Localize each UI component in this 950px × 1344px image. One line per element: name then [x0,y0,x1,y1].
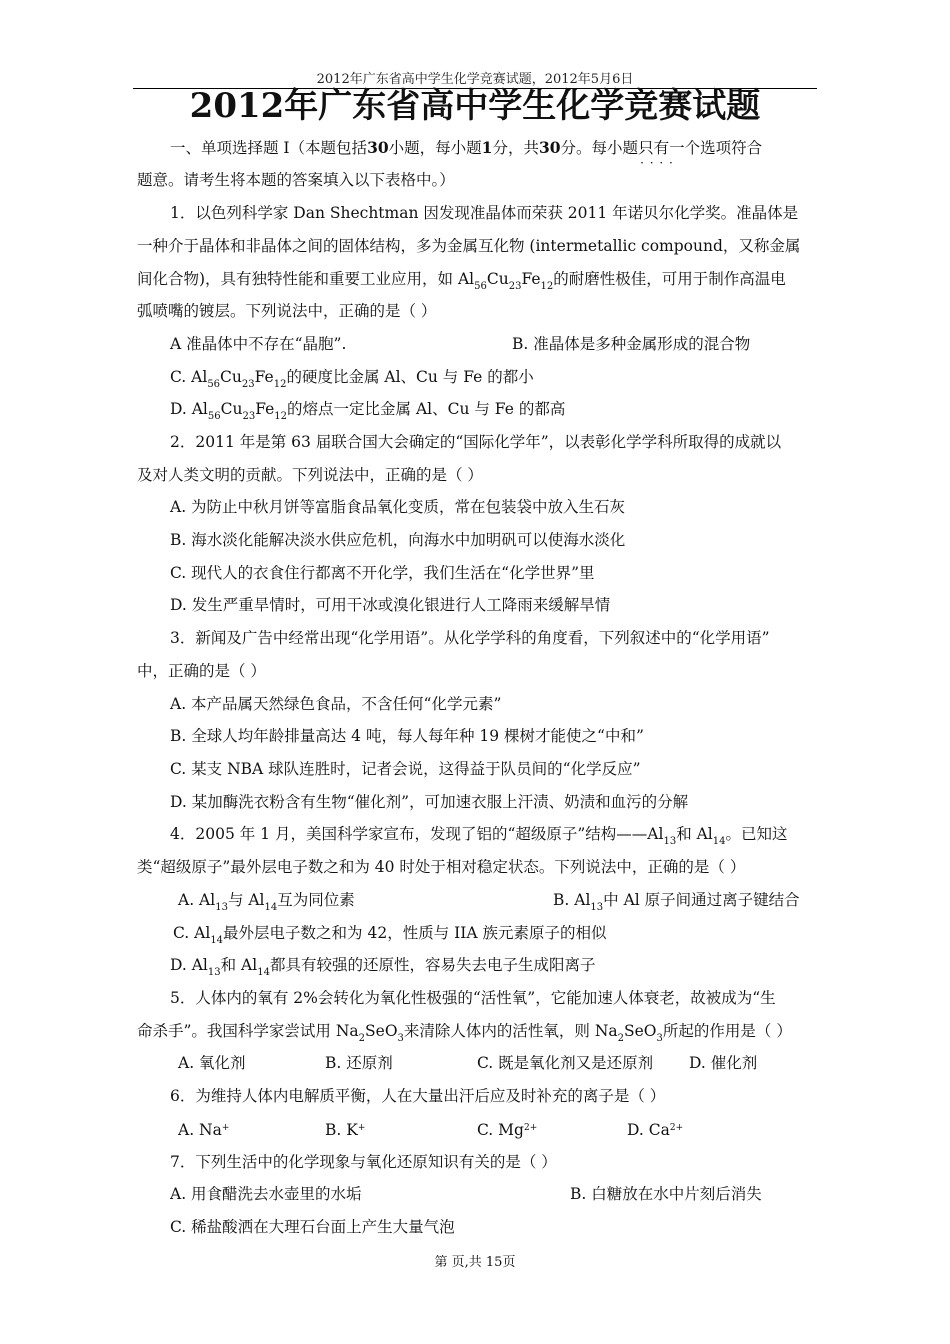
subscript: 23 [508,281,522,292]
question-6-line1: 6．为维持人体内电解质平衡，人在大量出汗后应及时补充的离子是（ ） [170,1087,666,1105]
subscript: 12 [273,379,287,390]
text: 的耐磨性极佳，可用于制作高温电 [553,270,786,288]
emphasized-text: 只有一个 · · · · [638,139,700,157]
text: D. Al [170,400,208,418]
text: C. Al [170,368,208,386]
text: D. Ca [627,1121,670,1139]
question-4-option-d [170,955,596,978]
subscript: 56 [207,379,221,390]
superscript: 2+ [523,1123,538,1133]
subscript: 13 [215,902,228,913]
text: 都具有较强的还原性，容易失去电子生成阳离子 [269,956,596,974]
question-3-option-d: D. 某加酶洗衣粉含有生物“催化剂”，可加速衣服上汗渍、奶渍和血污的分解 [170,793,689,811]
question-5-option-c: C. 既是氧化剂又是还原剂 [477,1054,654,1072]
subscript: 56 [207,411,221,422]
question-5-option-d: D. 催化剂 [689,1054,758,1072]
text: 的熔点一定比金属 Al、Cu 与 Fe 的都高 [287,400,566,418]
question-2-line2: 及对人类文明的贡献。下列说法中，正确的是（ ） [137,466,483,484]
text: 互为同位素 [277,891,355,909]
text: Cu [220,400,243,418]
subscript: 23 [241,379,255,390]
question-2-line1: 2．2011 年是第 63 届联合国大会确定的“国际化学年”，以表彰化学学科所取得的成就以 [170,433,782,451]
text: Cu [486,270,509,288]
question-2-option-a: A. 为防止中秋月饼等富脂食品氧化变质，常在包装袋中放入生石灰 [170,498,626,516]
instr-text: 选项符合 [700,139,763,157]
superscript: + [357,1123,366,1133]
question-1-option-c [170,367,534,390]
text: 中 Al 原子间通过离子键结合 [603,891,800,909]
question-2-option-d: D. 发生严重旱情时，可用干冰或溴化银进行人工降雨来缓解旱情 [170,596,611,614]
question-4-line2: 类“超级原子”最外层电子数之和为 40 时处于相对稳定状态。下列说法中，正确的是（ ） [137,858,746,876]
text: SeO [365,1022,398,1040]
text: 间化合物)，具有独特性能和重要工业应用，如 Al [137,270,475,288]
question-3-option-b: B. 全球人均年龄排量高达 4 吨，每人每年种 19 棵树才能使之“中和” [170,727,644,745]
text: A. Al [178,891,216,909]
question-6-option-c [477,1120,537,1140]
question-2-option-b: B. 海水淡化能解决淡水供应危机，向海水中加明矾可以使海水淡化 [170,531,626,549]
subscript: 14 [712,836,726,847]
text: Fe [521,270,541,288]
subscript: 2 [358,1033,366,1044]
question-4-option-a [178,890,355,913]
text: 所起的作用是（ ） [662,1022,792,1040]
text: 和 Al [220,956,258,974]
text: 来清除人体内的活性氧，则 Na [403,1022,618,1040]
subscript: 14 [210,935,224,946]
subscript: 3 [397,1033,404,1044]
question-4-option-b [553,890,800,913]
page-title: 2012年广东省高中学生化学竞赛试题 [189,86,761,126]
question-5-line1: 5．人体内的氧有 2%会转化为氧化性极强的“活性氧”，它能加速人体衰老，故被成为“生 [170,989,776,1007]
instr-text: 小题，每小题 [388,139,482,157]
text: Cu [220,368,242,386]
text: 的硬度比金属 Al、Cu 与 Fe 的都小 [286,368,534,386]
subscript: 13 [207,967,221,978]
subscript: 13 [590,902,604,913]
question-1-option-d [170,399,566,422]
subscript: 13 [663,836,677,847]
question-6-option-a [178,1120,229,1140]
section-instructions-line2: 题意。请考生将本题的答案填入以下表格中。） [137,171,455,189]
instr-text: 分，共 [492,139,539,157]
question-3-line2: 中，正确的是（ ） [137,662,266,680]
subscript: 12 [540,281,554,292]
question-7-option-a: A. 用食醋洗去水壶里的水垢 [170,1185,362,1203]
text: D. Al [170,956,208,974]
question-1-line1: 1．以色列科学家 Dan Shechtman 因发现准晶体而荣获 2011 年诺贝尔化学奖。准晶体是 [170,204,799,222]
question-3-option-c: C. 某支 NBA 球队连胜时，记者会说，这得益于队员间的“化学反应” [170,760,641,778]
text: 最外层电子数之和为 42，性质与 IIA 族元素原子的相似 [223,924,607,942]
running-header: 2012年广东省高中学生化学竞赛试题，2012年5月6日 [316,72,634,87]
instr-text: 一、单项选择题 I（本题包括 [170,139,368,157]
instr-text: 分。每小题 [560,139,639,157]
question-3-line1: 3．新闻及广告中经常出现“化学用语”。从化学学科的角度看，下列叙述中的“化学用语” [170,629,770,647]
question-7-option-b: B. 白糖放在水中片刻后消失 [570,1185,762,1203]
instr-total: 30 [538,138,561,157]
question-1-line3 [137,269,786,292]
question-2-option-c: C. 现代人的衣食住行都离不开化学，我们生活在“化学世界”里 [170,564,595,582]
text: C. Mg [477,1121,524,1139]
question-5-option-b: B. 还原剂 [325,1054,393,1072]
text: 。已知这 [725,825,788,843]
question-5-line2 [137,1021,792,1044]
text: Fe [254,368,274,386]
text: B. K [325,1121,358,1139]
text: 4．2005 年 1 月，美国科学家宣布，发现了铝的“超级原子”结构——Al [170,825,664,843]
question-4-option-c [173,923,607,946]
text: SeO [624,1022,657,1040]
question-6-option-d [627,1120,683,1140]
question-3-option-a: A. 本产品属天然绿色食品，不含任何“化学元素” [170,695,502,713]
question-1-line4: 弧喷嘴的镀层。下列说法中，正确的是（ ） [137,302,437,320]
question-1-line2: 一种介于晶体和非晶体之间的固体结构，多为金属互化物 (intermetallic compound，又称金属 [137,237,801,255]
text: C. Al [173,924,211,942]
question-7-option-c: C. 稀盐酸洒在大理石台面上产生大量气泡 [170,1218,455,1236]
question-7-line1: 7．下列生活中的化学现象与氧化还原知识有关的是（ ） [170,1153,557,1171]
question-5-option-a: A. 氧化剂 [178,1054,246,1072]
subscript: 23 [242,411,256,422]
text: 命杀手”。我国科学家尝试用 Na [137,1022,359,1040]
instr-points: 1 [481,138,493,157]
text: 和 Al [676,825,713,843]
subscript: 2 [617,1033,625,1044]
question-1-option-b: B. 准晶体是多种金属形成的混合物 [512,335,751,353]
question-6-option-b [325,1120,365,1140]
superscript: + [221,1123,230,1133]
subscript: 12 [274,411,288,422]
superscript: 2+ [669,1123,684,1133]
text: 与 Al [227,891,265,909]
text: B. Al [553,891,591,909]
subscript: 14 [264,902,278,913]
subscript: 56 [474,281,487,292]
question-4-line1 [170,824,788,847]
text: Fe [255,400,275,418]
subscript: 14 [257,967,270,978]
question-1-option-a: A 准晶体中不存在“晶胞”. [170,335,347,353]
page-footer: 第 页,共 15页 [434,1255,516,1270]
subscript: 3 [656,1033,663,1044]
section-instructions [170,138,762,158]
text: A. Na [178,1121,222,1139]
instr-count: 30 [367,138,389,157]
